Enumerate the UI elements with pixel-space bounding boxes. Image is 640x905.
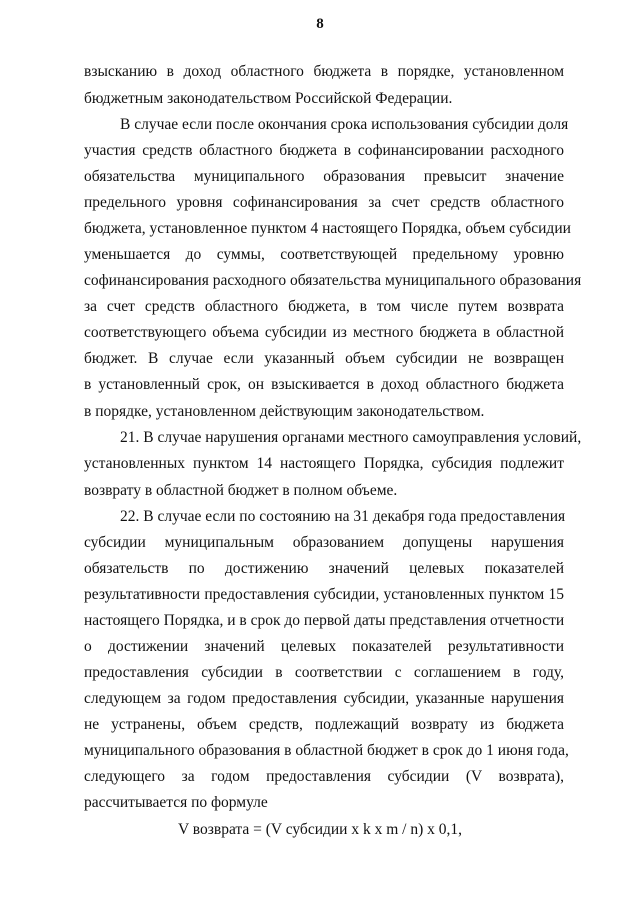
text-line: муниципального образования в областной бюджет в срок до 1 июня года, (84, 742, 569, 759)
text-line: установленных пунктом 14 настоящего Порядка, субсидия подлежит (84, 455, 564, 472)
text-line: результативности предоставления субсидии, установленных пунктом 15 (84, 586, 564, 603)
text-line: следующем за годом предоставления субсидии, указанные нарушения (84, 690, 564, 707)
text-line: субсидии муниципальным образованием допущены нарушения (84, 534, 564, 551)
text-line: бюджетным законодательством Российской Федерации. (84, 90, 453, 107)
text-line: в порядке, установленном действующим законодательством. (84, 403, 485, 420)
text-line: предоставления субсидии в соответствии с соглашением в году, (84, 664, 564, 681)
text-line: следующего за годом предоставления субсидии (V возврата), (84, 768, 564, 785)
paragraph-first-line: В случае если после окончания срока использования субсидии доля (120, 116, 569, 133)
page-number: 8 (316, 16, 324, 32)
text-line: бюджет. В случае если указанный объем субсидии не возвращен (84, 350, 564, 367)
text-line: рассчитывается по формуле (84, 794, 268, 811)
text-line: предельного уровня софинансирования за счет средств областного (84, 194, 564, 211)
text-line: в установленный срок, он взыскивается в доход областного бюджета (84, 376, 564, 393)
paragraph-first-line: 21. В случае нарушения органами местного самоуправления условий, (120, 429, 582, 446)
text-line: участия средств областного бюджета в софинансировании расходного (84, 142, 564, 159)
paragraph-first-line: 22. В случае если по состоянию на 31 декабря года предоставления (120, 508, 566, 525)
text-line: софинансирования расходного обязательства муниципального образования (84, 272, 582, 289)
text-line: обязательства муниципального образования превысит значение (84, 168, 564, 185)
text-line: обязательств по достижению значений целевых показателей (84, 560, 564, 577)
text-line: соответствующего объема субсидии из местного бюджета в областной (84, 324, 564, 341)
text-line: бюджета, установленное пунктом 4 настоящего Порядка, объем субсидии (84, 220, 571, 237)
formula: V возврата = (V субсидии x k x m / n) x 0,1, (178, 821, 462, 838)
text-line: настоящего Порядка, и в срок до первой даты представления отчетности (84, 612, 565, 629)
text-line: возврату в областной бюджет в полном объеме. (84, 482, 398, 499)
text-line: не устранены, объем средств, подлежащий возврату из бюджета (84, 716, 564, 733)
text-line: взысканию в доход областного бюджета в порядке, установленном (84, 63, 564, 80)
text-line: о достижении значений целевых показателей результативности (84, 638, 564, 655)
text-line: уменьшается до суммы, соответствующей предельному уровню (84, 246, 564, 263)
text-line: за счет средств областного бюджета, в том числе путем возврата (84, 298, 564, 315)
